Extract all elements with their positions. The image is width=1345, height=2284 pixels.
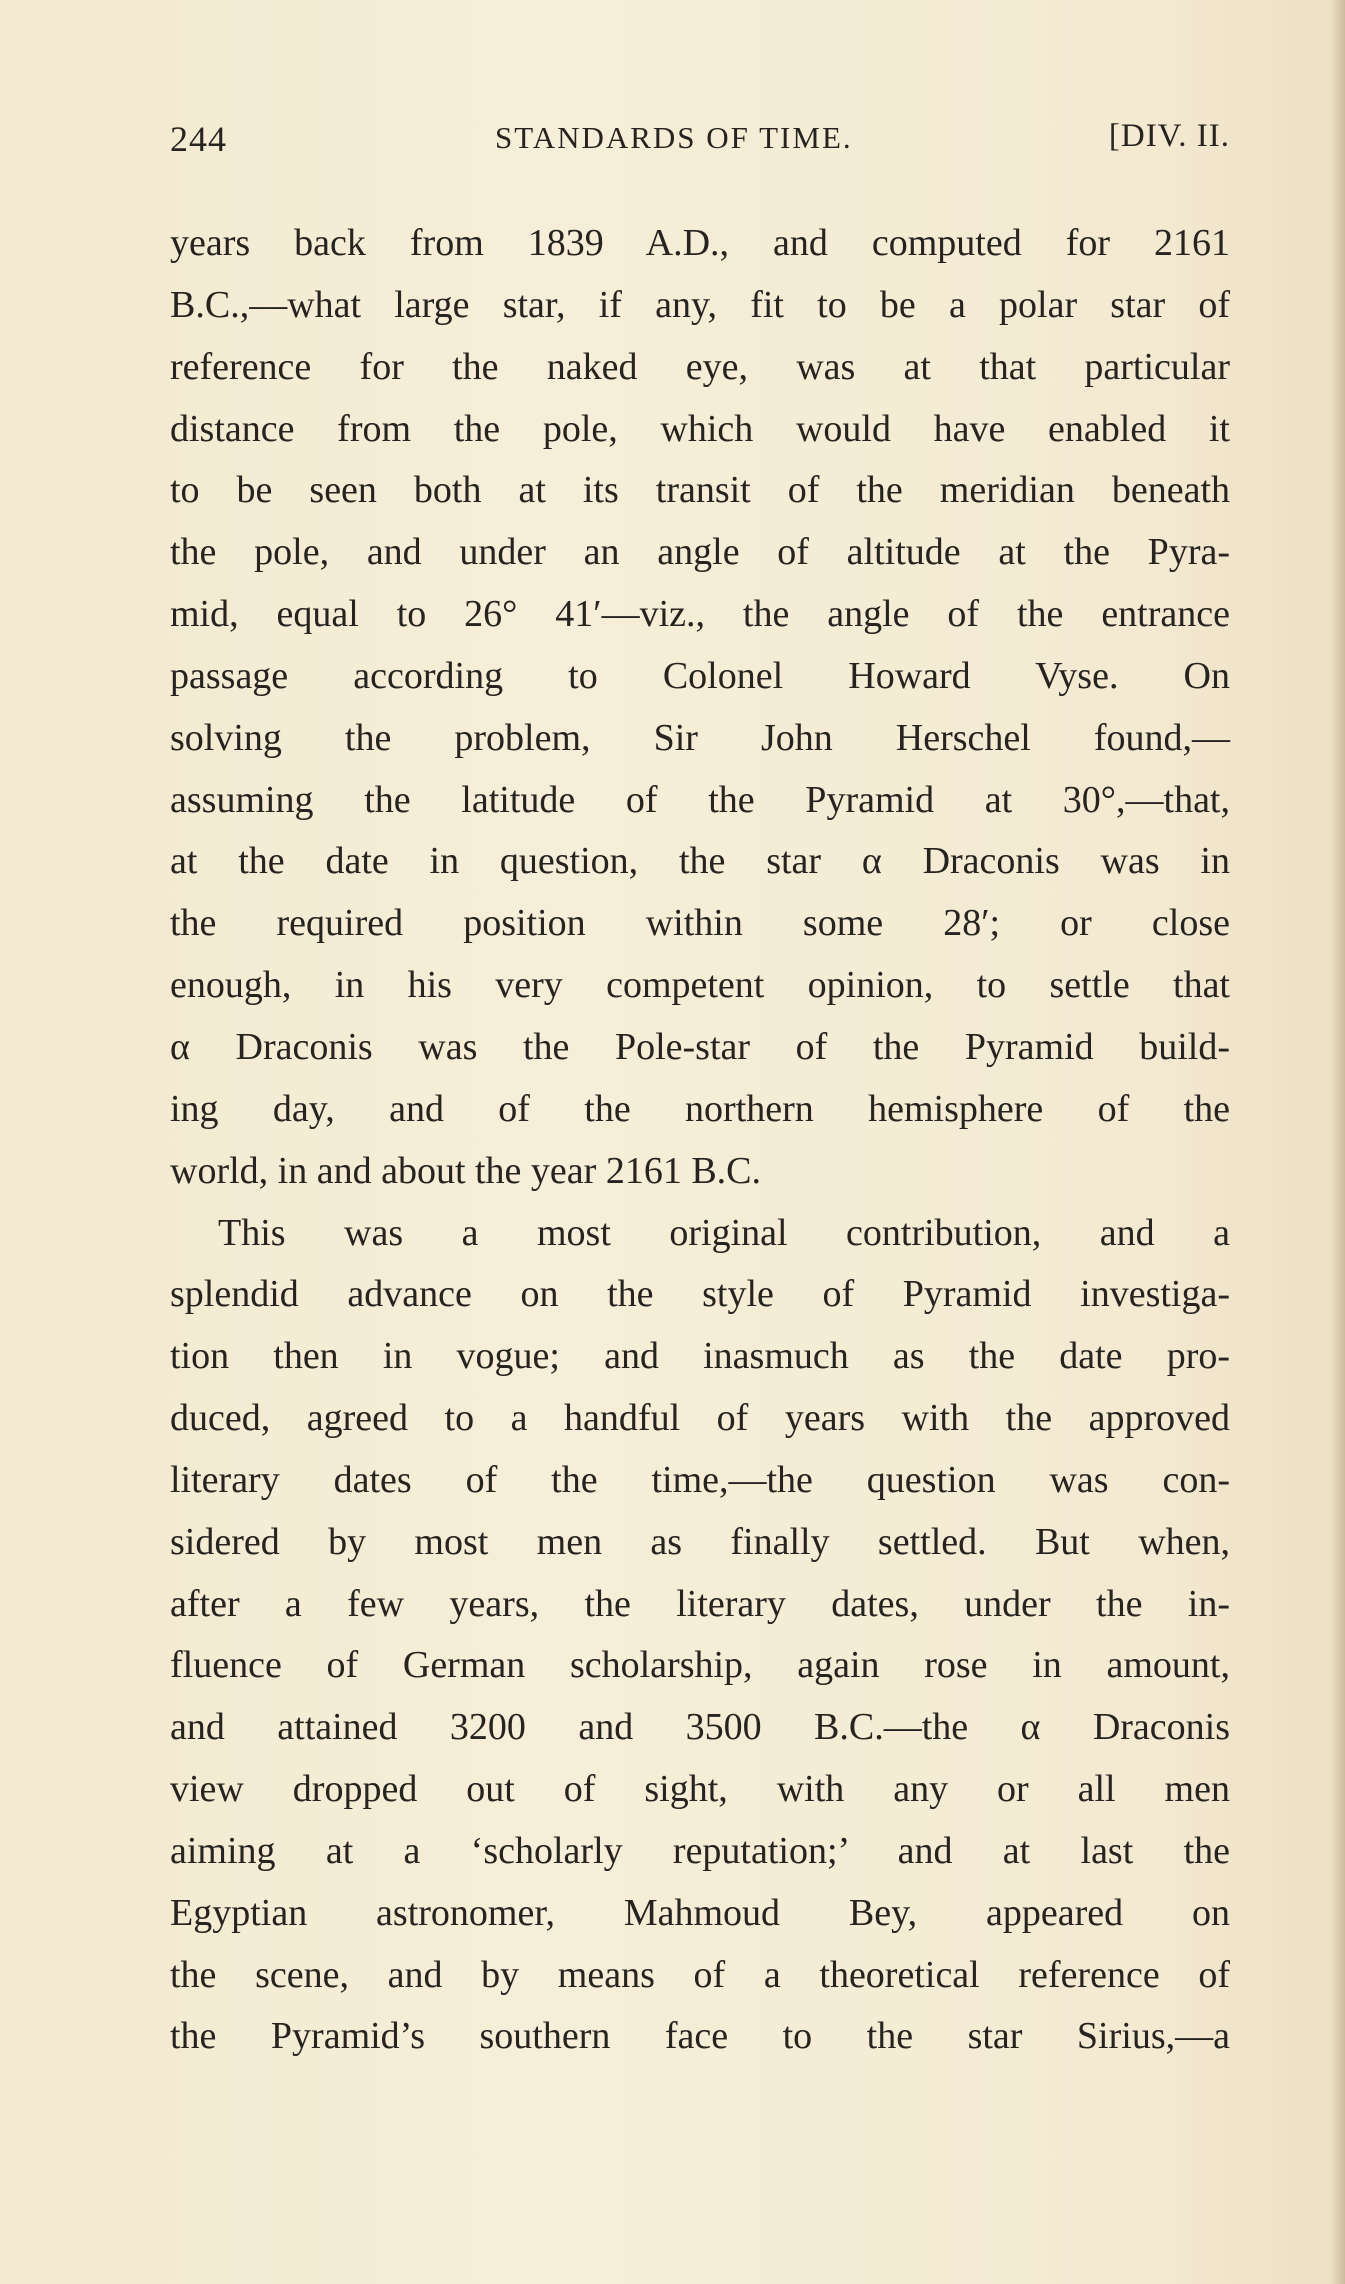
division-label: [DIV. II. <box>1108 118 1230 154</box>
paragraph-last-line: world, in and about the year 2161 B.C. <box>170 1149 762 1192</box>
text-line: literary dates of the time,—the question was con- <box>170 1458 1230 1501</box>
text-line: after a few years, the literary dates, under the in- <box>170 1582 1230 1625</box>
text-line: years back from 1839 A.D., and computed for 2161 <box>170 222 1230 264</box>
text-line: assuming the latitude of the Pyramid at 30°,—that, <box>170 778 1230 821</box>
text-line: the Pyramid’s southern face to the star Sirius,—a <box>170 2015 1230 2058</box>
text-line: solving the problem, Sir John Herschel found,— <box>170 716 1230 759</box>
text-line: view dropped out of sight, with any or all men <box>170 1768 1230 1811</box>
page-edge-shadow <box>1331 0 1345 2284</box>
text-line: distance from the pole, which would have enabled it <box>170 407 1230 450</box>
text-line: tion then in vogue; and inasmuch as the date pro- <box>170 1335 1230 1378</box>
text-line: the scene, and by means of a theoretical reference of <box>170 1953 1230 1996</box>
text-line: and attained 3200 and 3500 B.C.—the α Draconis <box>170 1706 1230 1749</box>
text-line: aiming at a ‘scholarly reputation;’ and at last the <box>170 1829 1230 1872</box>
text-line: sidered by most men as finally settled. But when, <box>170 1520 1230 1563</box>
paragraph-first-line: This was a most original contribution, and a <box>218 1211 1230 1254</box>
text-line: B.C.,—what large star, if any, fit to be a polar star of <box>170 283 1230 326</box>
text-line: reference for the naked eye, was at that particular <box>170 345 1230 388</box>
running-head <box>170 118 1230 178</box>
text-line: to be seen both at its transit of the meridian beneath <box>170 469 1230 512</box>
text-line: passage according to Colonel Howard Vyse. On <box>170 654 1230 697</box>
text-line: Egyptian astronomer, Mahmoud Bey, appeared on <box>170 1891 1230 1934</box>
page-number: 244 <box>170 119 227 159</box>
text-line: duced, agreed to a handful of years with the approved <box>170 1397 1230 1440</box>
text-line: splendid advance on the style of Pyramid investiga- <box>170 1273 1230 1316</box>
text-line: α Draconis was the Pole-star of the Pyramid build- <box>170 1025 1230 1068</box>
text-line: ing day, and of the northern hemisphere of the <box>170 1087 1230 1130</box>
body-text <box>170 213 1230 2068</box>
text-line: the pole, and under an angle of altitude at the Pyra- <box>170 531 1230 574</box>
text-line: enough, in his very competent opinion, to settle that <box>170 964 1230 1007</box>
text-line: the required position within some 28′; or close <box>170 902 1230 945</box>
text-line: at the date in question, the star α Draconis was in <box>170 840 1230 883</box>
text-line: mid, equal to 26° 41′—viz., the angle of the entrance <box>170 593 1230 636</box>
text-line: fluence of German scholarship, again rose in amount, <box>170 1644 1230 1687</box>
running-title: STANDARDS OF TIME. <box>495 120 853 155</box>
